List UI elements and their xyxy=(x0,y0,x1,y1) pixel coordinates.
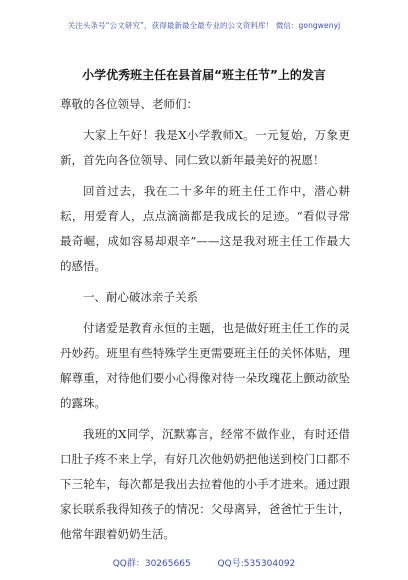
salutation: 尊敬的各位领导、老师们： xyxy=(60,97,198,111)
footer-qq: QQ号:535304092 xyxy=(217,559,296,569)
paragraph: 回首过去，我在二十多年的班主任工作中，潜心耕耘，用爱育人，点点滴滴都是我成长的足迹。“看似寻常最奇崛，成如容易却艰辛”——这是我对班主任工作最大的感悟。 xyxy=(60,184,350,273)
document-title: 小学优秀班主任在县首届“班主任节”上的发言 xyxy=(82,68,326,82)
document-body xyxy=(60,92,350,553)
paragraph: 大家上午好！我是X小学教师X。一元复始，万象更新，首先向各位领导、同仁致以新年最美好的祝愿！ xyxy=(60,128,350,167)
paragraph: 付诸爱是教育永恒的主题，也是做好班主任工作的灵丹妙药。班里有些特殊学生更需要班主任的关怀体贴，理解尊重，对待他们要小心得像对待一朵玫瑰花上颤动欲坠的露珠。 xyxy=(60,321,350,410)
header-note: 关注头条号“公文研究”，获得最新最全最专业的公文资料库！ 微信：gongwenyj xyxy=(67,21,341,30)
section-heading: 一、耐心破冰亲子关系 xyxy=(83,290,198,304)
footer xyxy=(0,556,408,569)
paragraph: 我班的X同学，沉默寡言，经常不做作业，有时还借口肚子疼不来上学，有好几次他奶奶把他送到校门口都不下三轮车，每次都是我出去拉着他的小手才进来。通过跟家长联系我得知孩子的情况：父母离异，爸爸忙于生计，他常年跟着奶奶生活。 xyxy=(60,427,350,541)
footer-qq-group: QQ群：30265665 xyxy=(112,559,191,569)
